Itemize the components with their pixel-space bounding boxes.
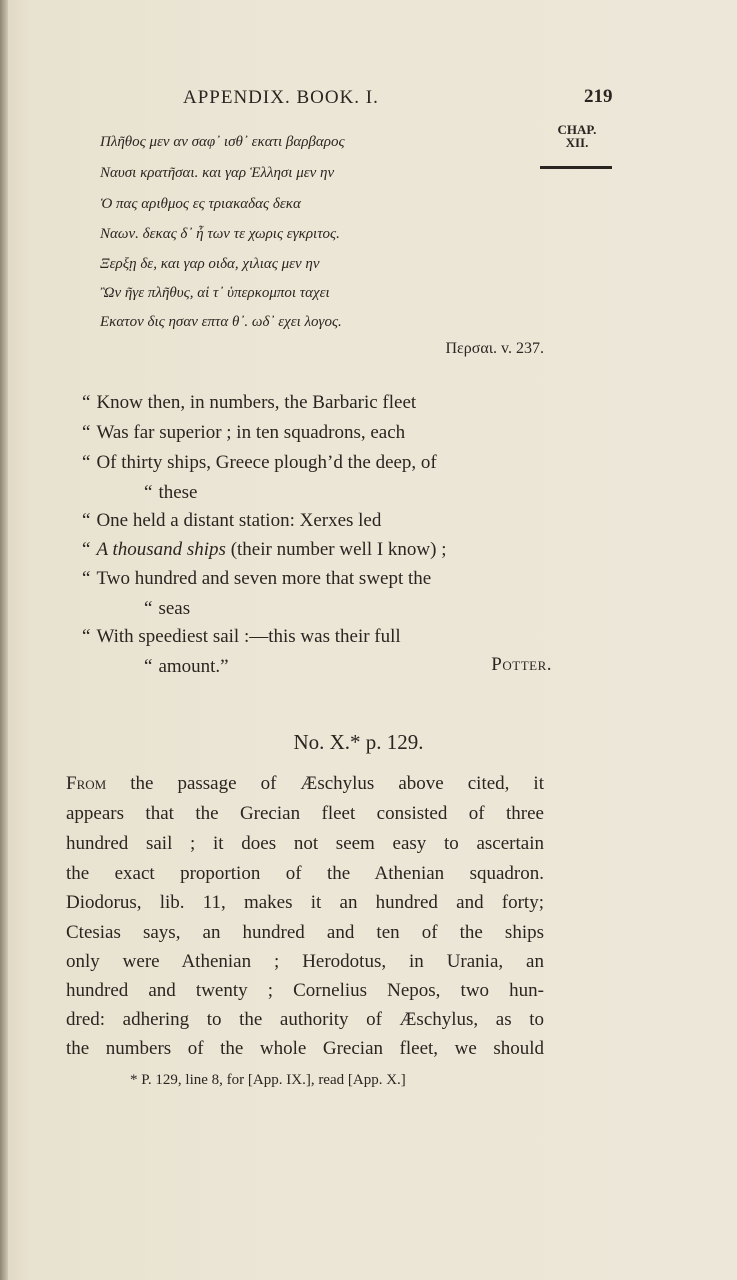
greek-line-5: Ξερξῃ δε, και γαρ οιδα, χιλιας μεν ην — [100, 256, 320, 272]
greek-line-4: Ναων. δεκας δ᾽ ἦ των τε χωρις εγκριτος. — [100, 226, 340, 242]
text-line: hundred sail ; it does not seem easy to ascertain — [66, 833, 544, 854]
text-line: the numbers of the whole Grecian fleet, we should — [66, 1038, 544, 1059]
verse-line: “ Two hundred and seven more that swept the — [82, 568, 432, 589]
translator-attribution: Potter. — [491, 654, 552, 675]
verse-line: “ seas — [144, 598, 191, 619]
verse-line: “ One held a distant station: Xerxes led — [82, 510, 382, 531]
page-gutter — [0, 0, 8, 1280]
running-head: APPENDIX. BOOK. I. — [183, 87, 379, 108]
greek-line-2: Ναυσι κρατῆσαι. και γαρ Ἑλλησι μεν ην — [100, 165, 335, 181]
text-line: dred: adhering to the authority of Æschylus, as to — [66, 1009, 544, 1030]
verse-line: “ Was far superior ; in ten squadrons, each — [82, 422, 406, 443]
greek-line-6: Ὢν ῆγε πλῆθυς, αἱ τ᾽ ὑπερκομποι ταχει — [100, 285, 330, 301]
chapter-number: XII. — [565, 135, 589, 150]
text-line: only were Athenian ; Herodotus, in Urania, an — [66, 951, 544, 972]
verse-line: “ Of thirty ships, Greece plough’d the deep, of — [82, 452, 437, 473]
verse-line: “ these — [144, 482, 198, 503]
marginal-rule — [540, 166, 612, 169]
text-line: Diodorus, lib. 11, makes it an hundred and forty; — [66, 892, 544, 913]
page-number: 219 — [584, 86, 613, 107]
verse-line: “ A thousand ships (their number well I know) ; — [82, 539, 447, 560]
text-line: appears that the Grecian fleet consisted of three — [66, 803, 544, 824]
greek-line-3: Ὁ πας αριθμος ες τριακαδας δεκα — [100, 196, 301, 212]
drop-word: From — [66, 773, 107, 794]
greek-line-7: Εκατον δις ησαν επτα θ᾽. ωδ᾽ εχει λογος. — [100, 314, 342, 330]
chapter-marginal-note — [552, 123, 602, 149]
text-line: Ctesias says, an hundred and ten of the ships — [66, 922, 544, 943]
greek-line-1: Πλῆθος μεν αν σαφ᾽ ισθ᾽ εκατι βαρβαρος — [100, 134, 345, 150]
verse-line: “ amount.” — [144, 656, 229, 677]
footnote: * P. 129, line 8, for [App. IX.], read [App. X.] — [130, 1072, 406, 1088]
greek-reference: Περσαι. v. 237. — [445, 340, 544, 357]
text-line: From the passage of Æschylus above cited, it — [66, 773, 544, 794]
section-heading: No. X.* p. 129. — [293, 730, 424, 754]
text-line: hundred and twenty ; Cornelius Nepos, two hun- — [66, 980, 544, 1001]
text-line: the exact proportion of the Athenian squadron. — [66, 863, 544, 884]
verse-line: “ Know then, in numbers, the Barbaric fleet — [82, 392, 417, 413]
verse-line: “ With speediest sail :—this was their full — [82, 626, 401, 647]
chapter-label: CHAP. — [557, 122, 597, 137]
